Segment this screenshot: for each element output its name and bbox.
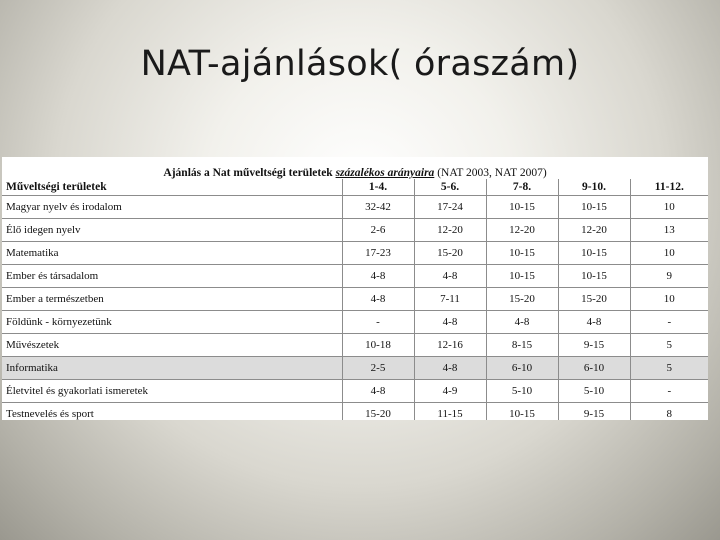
table-header-row [2, 179, 708, 196]
table-cell: 2-5 [342, 357, 414, 380]
table-row [2, 219, 708, 242]
table-row [2, 242, 708, 265]
table-cell: 4-8 [558, 311, 630, 334]
table-cell: 17-23 [342, 242, 414, 265]
table-row [2, 334, 708, 357]
table-cell: 6-10 [558, 357, 630, 380]
column-header: 7-8. [486, 179, 558, 196]
table-cell: 10-15 [558, 242, 630, 265]
table-cell: 13 [630, 219, 708, 242]
column-header: 9-10. [558, 179, 630, 196]
table-cell: 4-8 [342, 288, 414, 311]
table-cell: 15-20 [342, 403, 414, 421]
table-cell: 4-9 [414, 380, 486, 403]
table-cell: 4-8 [486, 311, 558, 334]
caption-bold: Ajánlás a Nat műveltségi területek [163, 167, 333, 179]
table-cell: 32-42 [342, 196, 414, 219]
caption-underlined: százalékos arányaira [335, 167, 435, 179]
row-label: Földünk - környezetünk [2, 311, 342, 334]
row-label: Művészetek [2, 334, 342, 357]
table-cell: 10-15 [486, 196, 558, 219]
table-cell: - [630, 380, 708, 403]
table-cell: 5-10 [558, 380, 630, 403]
table-cell: 2-6 [342, 219, 414, 242]
table-cell: 4-8 [342, 380, 414, 403]
row-label: Magyar nyelv és irodalom [2, 196, 342, 219]
table-cell: 10-15 [486, 242, 558, 265]
table-cell: 10 [630, 242, 708, 265]
table-cell: - [342, 311, 414, 334]
table-row [2, 196, 708, 219]
table-cell: 11-15 [414, 403, 486, 421]
table-cell: 15-20 [414, 242, 486, 265]
table-cell: 10 [630, 196, 708, 219]
table-cell: 4-8 [414, 265, 486, 288]
table-cell: 15-20 [486, 288, 558, 311]
table-row [2, 311, 708, 334]
table-cell: 8-15 [486, 334, 558, 357]
column-header: 1-4. [342, 179, 414, 196]
table-cell: 4-8 [414, 357, 486, 380]
table-cell: 5-10 [486, 380, 558, 403]
table-cell: 9-15 [558, 334, 630, 357]
row-label: Életvitel és gyakorlati ismeretek [2, 380, 342, 403]
table-cell: 9 [630, 265, 708, 288]
row-label: Testnevelés és sport [2, 403, 342, 421]
caption-rest: (NAT 2003, NAT 2007) [437, 167, 547, 179]
row-label: Matematika [2, 242, 342, 265]
table-cell: - [630, 311, 708, 334]
column-header: 11-12. [630, 179, 708, 196]
row-label: Informatika [2, 357, 342, 380]
table [2, 157, 708, 420]
table-cell: 10-15 [486, 265, 558, 288]
table-cell: 6-10 [486, 357, 558, 380]
table-cell: 12-20 [414, 219, 486, 242]
table-row [2, 403, 708, 421]
table-cell: 12-16 [414, 334, 486, 357]
row-label: Ember a természetben [2, 288, 342, 311]
table-cell: 9-15 [558, 403, 630, 421]
column-header: Műveltségi területek [2, 179, 342, 196]
slide-title: NAT-ajánlások( óraszám) [140, 44, 580, 84]
row-label: Ember és társadalom [2, 265, 342, 288]
percentage-table [2, 157, 708, 420]
table-row [2, 288, 708, 311]
table-row [2, 265, 708, 288]
table-cell: 12-20 [486, 219, 558, 242]
row-label: Élő idegen nyelv [2, 219, 342, 242]
table-cell: 5 [630, 357, 708, 380]
table-row [2, 357, 708, 380]
table-cell: 10-15 [558, 265, 630, 288]
column-header: 5-6. [414, 179, 486, 196]
table-cell: 4-8 [342, 265, 414, 288]
table-caption [2, 157, 708, 179]
table-cell: 5 [630, 334, 708, 357]
table-row [2, 380, 708, 403]
table-cell: 10-15 [558, 196, 630, 219]
table-cell: 12-20 [558, 219, 630, 242]
table-cell: 8 [630, 403, 708, 421]
table-cell: 10 [630, 288, 708, 311]
table-cell: 7-11 [414, 288, 486, 311]
table-cell: 10-18 [342, 334, 414, 357]
table-cell: 15-20 [558, 288, 630, 311]
table-cell: 4-8 [414, 311, 486, 334]
table-cell: 10-15 [486, 403, 558, 421]
table-cell: 17-24 [414, 196, 486, 219]
